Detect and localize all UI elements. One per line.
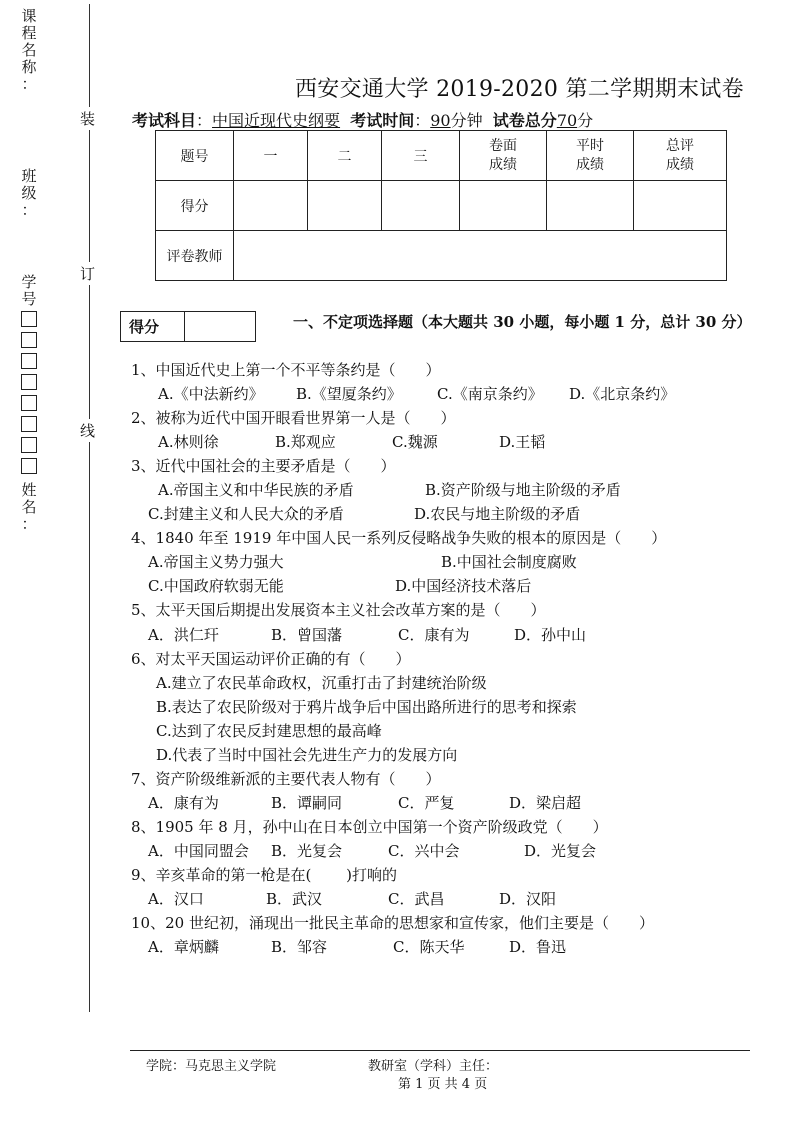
question: 1、中国近代史上第一个不平等条约是（ ） [131, 361, 441, 379]
option: D．汉阳 [499, 890, 557, 908]
grader-label: 评卷教师 [156, 231, 234, 281]
option: A．章炳麟 [148, 938, 219, 956]
option: C．兴中会 [388, 842, 460, 860]
score-table [155, 130, 727, 281]
total-value: 70 [556, 111, 578, 130]
binding-char-zhuang: 装 [80, 107, 95, 130]
option: A.《中法新约》 [158, 385, 264, 403]
binding-char-xian: 线 [80, 419, 95, 442]
option: A.建立了农民革命政权，沉重打击了封建统治阶级 [156, 674, 487, 692]
option: D．梁启超 [509, 794, 582, 812]
total-label: 试卷总分 [492, 111, 557, 130]
option: A．中国同盟会 [148, 842, 249, 860]
option: A．康有为 [148, 794, 219, 812]
id-box[interactable] [21, 353, 37, 369]
header-cell: 卷面 成绩 [460, 131, 547, 181]
score-cell[interactable] [308, 181, 382, 231]
question: 4、1840 年至 1919 年中国人民一系列反侵略战争失败的根本的原因是（ ） [131, 529, 667, 547]
exam-title: 西安交通大学 2019-2020 第二学期期末试卷 [295, 77, 744, 102]
option: A.帝国主义和中华民族的矛盾 [158, 481, 354, 499]
option: B.表达了农民阶级对于鸦片战争后中国出路所进行的思考和探索 [156, 698, 577, 716]
option: A.林则徐 [158, 433, 219, 451]
score-cell[interactable] [382, 181, 460, 231]
option: C．武昌 [388, 890, 445, 908]
option: A．洪仁玕 [148, 626, 219, 644]
option: C．康有为 [398, 626, 470, 644]
option: D.中国经济技术落后 [395, 577, 532, 595]
header-cell: 平时 成绩 [547, 131, 634, 181]
option: D．孙中山 [514, 626, 587, 644]
option: B．光复会 [271, 842, 343, 860]
id-box[interactable] [21, 374, 37, 390]
option: C.达到了农民反封建思想的最高峰 [156, 722, 382, 740]
time-label: 考试时间 [350, 111, 415, 130]
time-value: 90 [430, 111, 451, 130]
option: D.代表了当时中国社会先进生产力的发展方向 [156, 746, 458, 764]
question: 5、太平天国后期提出发展资本主义社会改革方案的是（ ） [131, 601, 546, 619]
option: C．陈天华 [393, 938, 465, 956]
option: D.《北京条约》 [569, 385, 676, 403]
question: 9、辛亥革命的第一枪是在( )打响的 [131, 866, 398, 884]
id-box[interactable] [21, 458, 37, 474]
score-cell[interactable] [547, 181, 634, 231]
id-box[interactable] [21, 332, 37, 348]
section-score-cell[interactable] [185, 312, 256, 342]
option: D．鲁迅 [509, 938, 567, 956]
option: C.魏源 [392, 433, 438, 451]
id-box[interactable] [21, 437, 37, 453]
grader-cell[interactable] [234, 231, 727, 281]
page-number: 第 1 页 共 4 页 [398, 1077, 488, 1092]
option: B．邹容 [271, 938, 328, 956]
score-row-label: 得分 [156, 181, 234, 231]
score-cell[interactable] [460, 181, 547, 231]
option: D.农民与地主阶级的矛盾 [414, 505, 581, 523]
section-score-box [120, 311, 256, 342]
footer-college: 学院：马克思主义学院 [146, 1059, 277, 1074]
score-cell[interactable] [634, 181, 727, 231]
option: C.《南京条约》 [437, 385, 543, 403]
score-cell[interactable] [234, 181, 308, 231]
header-cell: 三 [382, 131, 460, 181]
name-label: 姓 名 ： [21, 481, 37, 533]
header-cell: 二 [308, 131, 382, 181]
subject-label: 考试科目 [132, 111, 197, 130]
option: C.封建主义和人民大众的矛盾 [148, 505, 344, 523]
option: D．光复会 [524, 842, 597, 860]
subject-value: 中国近现代史纲要 [212, 111, 341, 130]
id-box[interactable] [21, 311, 37, 327]
question: 3、近代中国社会的主要矛盾是（ ） [131, 457, 396, 475]
option: B.中国社会制度腐败 [441, 553, 577, 571]
class-label: 班 级 ： [21, 167, 37, 219]
question: 10、20 世纪初，涌现出一批民主革命的思想家和宣传家，他们主要是（ ） [131, 914, 654, 932]
option: D.王韬 [499, 433, 546, 451]
option: B．曾国藩 [271, 626, 343, 644]
course-name-label: 课 程 名 称 ： [21, 7, 37, 93]
option: C．严复 [398, 794, 455, 812]
header-cell: 一 [234, 131, 308, 181]
option: A．汉口 [148, 890, 204, 908]
footer-director: 教研室（学科）主任： [368, 1059, 499, 1074]
question: 6、对太平天国运动评价正确的有（ ） [131, 650, 411, 668]
option: B.资产阶级与地主阶级的矛盾 [425, 481, 621, 499]
question: 8、1905 年 8 月，孙中山在日本创立中国第一个资产阶级政党（ ） [131, 818, 608, 836]
exam-meta: 考试科目：中国近现代史纲要 考试时间：90分钟 试卷总分70分 [132, 111, 594, 130]
id-box[interactable] [21, 416, 37, 432]
option: C.中国政府软弱无能 [148, 577, 284, 595]
section-score-label: 得分 [121, 312, 185, 342]
option: B．谭嗣同 [271, 794, 343, 812]
binding-line [89, 4, 90, 1012]
option: B.郑观应 [275, 433, 336, 451]
option: B.《望厦条约》 [296, 385, 402, 403]
id-box[interactable] [21, 395, 37, 411]
binding-char-ding: 订 [80, 262, 95, 285]
section-heading: 一、不定项选择题（本大题共 30 小题，每小题 1 分，总计 30 分） [293, 313, 752, 331]
student-id-field: 学 号 [20, 274, 38, 479]
question: 7、资产阶级维新派的主要代表人物有（ ） [131, 770, 441, 788]
question: 2、被称为近代中国开眼看世界第一人是（ ） [131, 409, 456, 427]
header-cell: 题号 [156, 131, 234, 181]
footer-divider [130, 1050, 750, 1051]
header-cell: 总评 成绩 [634, 131, 727, 181]
option: A.帝国主义势力强大 [148, 553, 284, 571]
option: B．武汉 [266, 890, 323, 908]
